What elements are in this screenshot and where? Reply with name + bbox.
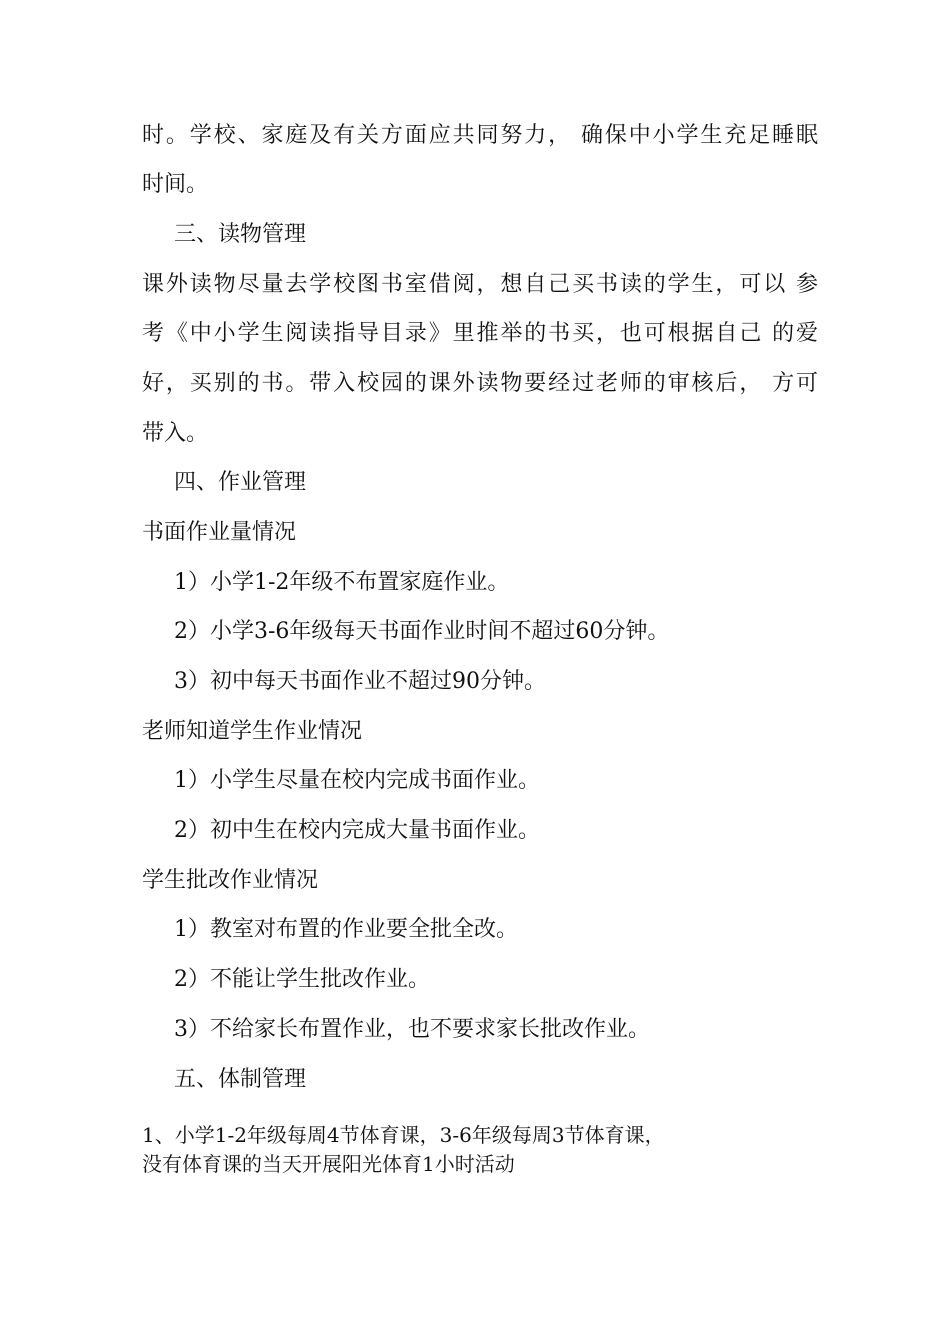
- section-heading-reading: 三、读物管理: [174, 222, 307, 247]
- paragraph-line-sleep: 时。学校、家庭及有关方面应共同努力， 确保中小学生充足睡眠: [142, 123, 818, 148]
- subheading-teacher-knows: 老师知道学生作业情况: [142, 719, 363, 744]
- paragraph-line-sleep-end: 时间。: [142, 172, 209, 197]
- list-item: 2）小学3-6年级每天书面作业时间不超过60分钟。: [174, 619, 670, 644]
- paragraph-line-reading-1: 课外读物尽量去学校图书室借阅，想自己买书读的学生，可以 参: [142, 272, 818, 297]
- subheading-grading: 学生批改作业情况: [142, 868, 319, 893]
- list-item: 3）不给家长布置作业，也不要求家长批改作业。: [174, 1017, 650, 1042]
- paragraph-line-pe-2: 没有体育课的当天开展阳光体育1小时活动: [142, 1152, 515, 1176]
- list-item: 3）初中每天书面作业不超过90分钟。: [174, 669, 546, 694]
- section-heading-homework: 四、作业管理: [174, 470, 307, 495]
- list-item: 2）初中生在校内完成大量书面作业。: [174, 818, 540, 843]
- paragraph-line-pe-1: 1、小学1-2年级每周4节体育课，3-6年级每周3节体育课，: [142, 1123, 665, 1147]
- section-heading-pe: 五、体制管理: [174, 1067, 307, 1092]
- list-item: 1）教室对布置的作业要全批全改。: [174, 917, 518, 942]
- list-item: 2）不能让学生批改作业。: [174, 967, 430, 992]
- list-item: 1）小学生尽量在校内完成书面作业。: [174, 768, 540, 793]
- list-item: 1）小学1-2年级不布置家庭作业。: [174, 570, 510, 595]
- paragraph-line-reading-2: 考《中小学生阅读指导目录》里推举的书买，也可根据自己 的爱: [142, 321, 818, 346]
- subheading-written-homework: 书面作业量情况: [142, 520, 297, 545]
- paragraph-line-reading-4: 带入。: [142, 421, 209, 446]
- paragraph-line-reading-3: 好，买别的书。带入校园的课外读物要经过老师的审核后， 方可: [142, 371, 818, 396]
